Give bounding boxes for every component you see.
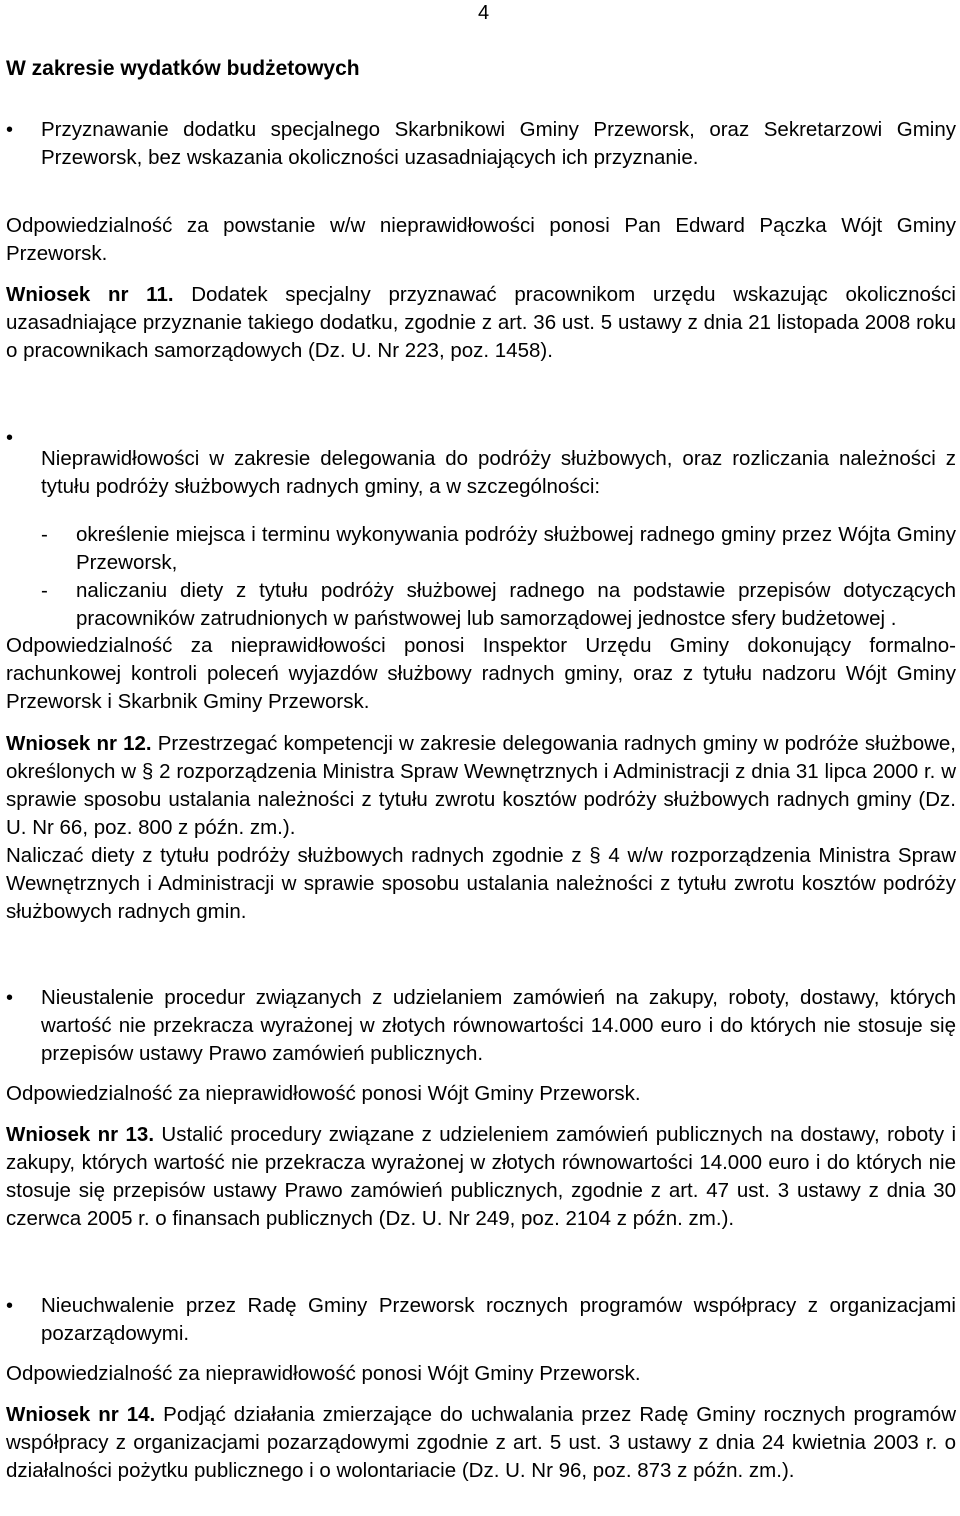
finding-3-text: Nieustalenie procedur związanych z udzielaniem zamówień na zakupy, roboty, dostawy, których wartość nie przekracza wyrażonej w złotych równowartości 14.000 euro i do których nie stosuje się przepisów ustawy Prawo zamówień publicznych. bbox=[41, 986, 956, 1065]
finding-2-item-2 bbox=[41, 577, 956, 633]
finding-2-text: Nieprawidłowości w zakresie delegowania do podróży służbowych, oraz rozliczania należności z tytułu podróży służbowych radnych gminy, a w szczególności: bbox=[41, 446, 956, 498]
finding-4-text: Nieuchwalenie przez Radę Gminy Przeworsk rocznych programów współpracy z organizacjami pozarządowymi. bbox=[41, 1294, 956, 1345]
finding-2-item-1 bbox=[41, 521, 956, 577]
wniosek-13-label: Wniosek nr 13. bbox=[6, 1123, 155, 1146]
responsibility-2: Odpowiedzialność za nieprawidłowości ponosi Inspektor Urzędu Gminy dokonujący formalno-rachunkowej kontroli poleceń wyjazdów służbowy radnych gminy, oraz z tytułu nadzoru Wójt Gminy Przeworsk i Skarbnik Gminy Przeworsk. bbox=[6, 634, 956, 713]
finding-2-item-2-text: naliczaniu diety z tytułu podróży służbowej radnego na podstawie przepisów dotyczących pracowników zatrudnionych w państwowej lub samorządowej jednostce sfery budżetowej . bbox=[76, 579, 956, 630]
finding-2-item-1-text: określenie miejsca i terminu wykonywania podróży służbowej radnego gminy przez Wójta Gminy Przeworsk, bbox=[76, 523, 956, 574]
wniosek-12-para-2: Naliczać diety z tytułu podróży służbowych radnych zgodnie z § 4 w/w rozporządzenia Ministra Spraw Wewnętrznych i Administracji w sprawie sposobu ustalania należności z tytułu zwrotu kosztów podróży służbowych radnych gmin. bbox=[6, 844, 956, 923]
finding-4 bbox=[6, 1292, 956, 1348]
wniosek-12-label: Wniosek nr 12. bbox=[6, 732, 152, 755]
wniosek-14 bbox=[6, 1401, 956, 1485]
wniosek-14-label: Wniosek nr 14. bbox=[6, 1403, 156, 1426]
finding-1 bbox=[6, 116, 956, 172]
bullet-icon: • bbox=[6, 427, 14, 449]
wniosek-11-label: Wniosek nr 11. bbox=[6, 283, 174, 306]
dash-marker: - bbox=[41, 579, 48, 602]
wniosek-11-text: Dodatek specjalny przyznawać pracownikom urzędu wskazując okoliczności uzasadniające przyznanie takiego dodatku, zgodnie z art. 36 ust. 5 ustawy z dnia 21 listopada 2008 roku o pracownikach samorządowych (Dz. U. Nr 223, poz. 1458). bbox=[6, 283, 956, 362]
wniosek-14-text: Podjąć działania zmierzające do uchwalania przez Radę Gminy rocznych programów współpracy z organizacjami pozarządowymi zgodnie z art. 5 ust. 3 ustawy z dnia 24 kwietnia 2003 r. o działalności pożytku publicznego i o wolontariacie (Dz. U. Nr 96, poz. 873 z późn. zm.). bbox=[6, 1403, 956, 1482]
finding-1-text: Przyznawanie dodatku specjalnego Skarbnikowi Gminy Przeworsk, oraz Sekretarzowi Gminy Przeworsk, bez wskazania okoliczności uzasadniających ich przyznanie. bbox=[41, 118, 956, 169]
page-number: 4 bbox=[478, 2, 490, 24]
finding-2-content bbox=[41, 445, 956, 634]
wniosek-12 bbox=[6, 730, 956, 926]
bullet-icon: • bbox=[6, 987, 14, 1009]
responsibility-3: Odpowiedzialność za nieprawidłowość ponosi Wójt Gminy Przeworsk. bbox=[6, 1082, 641, 1105]
responsibility-4: Odpowiedzialność za nieprawidłowość ponosi Wójt Gminy Przeworsk. bbox=[6, 1362, 641, 1385]
section-heading: W zakresie wydatków budżetowych bbox=[6, 57, 360, 80]
finding-3 bbox=[6, 984, 956, 1068]
dash-marker: - bbox=[41, 523, 48, 546]
wniosek-12-para-1 bbox=[6, 730, 956, 842]
responsibility-1: Odpowiedzialność za powstanie w/w nieprawidłowości ponosi Pan Edward Pączka Wójt Gminy Przeworsk. bbox=[6, 214, 956, 265]
wniosek-13 bbox=[6, 1121, 956, 1233]
bullet-icon: • bbox=[6, 1295, 14, 1317]
bullet-icon: • bbox=[6, 119, 14, 141]
wniosek-12-text: Przestrzegać kompetencji w zakresie delegowania radnych gminy w podróże służbowe, określonych w § 2 rozporządzenia Ministra Spraw Wewnętrznych i Administracji z dnia 31 lipca 2000 r. w sprawie sposobu ustalania należności z tytułu zwrotu kosztów podróży służbowych radnych gminy (Dz. U. Nr 66, poz. 800 z późn. zm.). bbox=[6, 732, 957, 839]
finding-2 bbox=[6, 424, 956, 633]
wniosek-13-text: Ustalić procedury związane z udzieleniem zamówień publicznych na dostawy, roboty i zakupy, których wartość nie przekracza wyrażonej w złotych równowartości 14.000 euro i do których nie stosuje się przepisów ustawy Prawo zamówień publicznych, zgodnie z art. 47 ust. 3 ustawy z dnia 30 czerwca 2005 r. o finansach publicznych (Dz. U. Nr 249, poz. 2104 z późn. zm.). bbox=[6, 1123, 956, 1230]
wniosek-11 bbox=[6, 281, 956, 365]
